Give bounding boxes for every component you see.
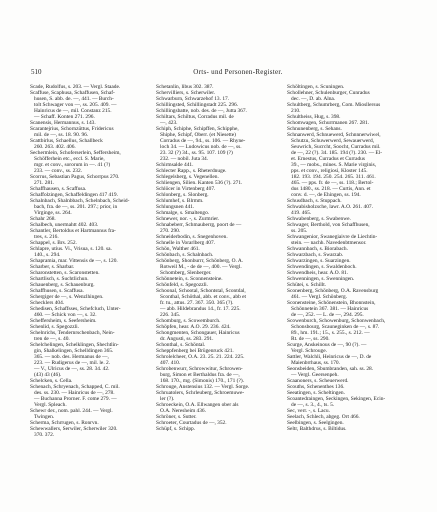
index-entry <box>287 102 410 114</box>
entry-continuation-line: 271. 281. <box>34 180 55 186</box>
entry-heading-line: Schüpf, s. Schipp. <box>156 426 196 432</box>
index-entry <box>156 366 282 384</box>
entry-continuation-line: dus 1480., ss. 218. — Curtis, Ann. et <box>291 186 371 192</box>
entry-continuation-line: 461. — Vergl. Schönberg. <box>291 294 347 300</box>
entry-continuation-line: 365. — nob. des. Hermanus de —, <box>34 354 109 360</box>
entry-heading-line: Schaffhusen, s. Scaffusa. <box>30 288 84 294</box>
index-entry <box>30 426 152 438</box>
entry-heading-line: Schwangenior, Swanegiaivre de Liechtin- <box>287 234 378 240</box>
entry-continuation-line: (43) 43 (46). <box>34 372 62 378</box>
entry-heading-line: Schnewer, nor. -, s. Zurmrier. <box>156 216 220 222</box>
entry-heading-line: Schaffolzingen, Schaffeldingen 417 419. <box>30 192 118 198</box>
index-entry <box>156 258 282 276</box>
entry-heading-line: Schomwagen, Schurrmanen 267. 281. <box>287 120 370 126</box>
entry-heading-line: Scouths, Schenenthes 136. <box>287 384 345 390</box>
entry-continuation-line: 465. — pps. fr. de —, ss. 118.; Bertol- <box>291 180 374 186</box>
entry-heading-line: Scanensis, Hermannus, s. 143. <box>30 120 96 126</box>
index-entry <box>156 114 282 126</box>
entry-heading-line: Schütei, s. Schillt. <box>287 282 327 288</box>
entry-heading-line: Schollehner, Schulenburger, Cunradus <box>287 90 370 96</box>
entry-continuation-line: 223. — Rudigerus de —, mil. le. 2. <box>34 360 111 366</box>
entry-heading-line: Schenach, Schryenach, Schapped, C. mil. <box>30 384 120 390</box>
entry-heading-line: Schaffhausen, s. Scaffusa. <box>30 186 87 192</box>
entry-heading-line: Schetanlin, libus 302. 387. <box>156 84 214 90</box>
index-entry <box>156 330 282 342</box>
entry-continuation-line: O.A. Neresheim 436. <box>160 408 206 414</box>
index-entry <box>287 132 410 198</box>
entry-heading-line: Schwendheis, hear. A.O. 81. <box>287 270 349 276</box>
entry-heading-line: Schalnbach, Shalnbbach, Schelnbach, Scheid- <box>30 198 130 204</box>
entry-heading-line: Schervilliers, s. Scherwiler. <box>156 90 216 96</box>
index-entry <box>156 402 282 414</box>
entry-heading-line: Schappel, s. Brs. 252. <box>30 240 77 246</box>
entry-continuation-line: 89., hm. 191.; 15., s. 255., s. 212. — <box>291 330 370 336</box>
entry-heading-line: Schrobenwurr, Schrowwitur, Schrowen- <box>156 366 243 372</box>
index-entry <box>287 90 410 102</box>
entry-continuation-line: Rotweil M., - de de —, 400. — Vergl. <box>160 264 242 270</box>
entry-heading-line: Schönnetein, s. Sconnensteine. <box>156 276 223 282</box>
entry-continuation-line: 270. 290. <box>160 228 181 234</box>
entry-continuation-line: Schomberg, Slenberger. <box>160 270 212 276</box>
index-entry <box>156 288 282 318</box>
entry-continuation-line: Schöfferhein etc., eccl. S. Marie, <box>34 156 105 162</box>
entry-heading-line: Seltr, Balthdrus, s. Biltidus. <box>287 426 347 432</box>
entry-continuation-line: stein. — nachh. Navedenbtmensor. <box>291 240 367 246</box>
index-entry <box>287 396 410 408</box>
index-entry <box>287 234 410 246</box>
entry-heading-line: Schelchelingen, Schelklingen, Shechtlin- <box>30 342 119 348</box>
entry-heading-line: Schalbech, unermahtt 402. 403. <box>30 222 99 228</box>
entry-heading-line: Scade, Rudolfus, s. 203. — Vergl. Staade. <box>30 84 121 90</box>
index-entry <box>30 138 152 150</box>
entry-continuation-line: ss. 205. <box>291 228 308 234</box>
page-title: Orts- und Personen-Register. <box>193 68 283 76</box>
entry-heading-line: Schöpfen, hear. A.O. 29. 236. 424. <box>156 324 231 330</box>
entry-continuation-line: Hainricus de —, mil. Constanz 215. <box>34 108 112 114</box>
entry-heading-line: Scurge, Anskeinous de —, 90 (?). — <box>287 342 367 348</box>
index-column-1 <box>30 84 152 448</box>
entry-heading-line: Schneiderbodin, s. Snegenhoven. <box>156 234 228 240</box>
entry-heading-line: Schruatolers, Schrleuberg, Schroemuwe- <box>156 390 245 396</box>
entry-heading-line: Seonsbeiden, Sbumbranden, sah. ss. 28. <box>287 366 374 372</box>
entry-heading-line: Schwendingen, s. Swaldenboch. <box>287 264 357 270</box>
index-entry <box>156 390 282 402</box>
entry-heading-line: Schrolelcheer, O.A. 23. 25. 21. 224. 225. <box>156 354 245 360</box>
entry-continuation-line: loch 34. — Ludowicus nob. de —, ss. <box>160 144 242 150</box>
entry-heading-line: Schliengen, Silien. Kanten 536 (?). 271. <box>156 180 243 186</box>
index-entry <box>30 198 152 216</box>
entry-heading-line: Sec, verr. -, s. Lacu. <box>287 408 330 414</box>
entry-continuation-line: —, 423. <box>160 120 178 126</box>
entry-heading-line: Seelbingen, s. Seelgingen. <box>287 420 344 426</box>
entry-heading-line: Schlöcer in Virtenberg 407. <box>156 186 216 192</box>
entry-heading-line: Schillingsted, Schillingstadt 225. 296. <box>156 102 239 108</box>
entry-heading-line: Schultberg, Schumrberg, Com. Miosllersus <box>287 102 381 108</box>
entry-heading-line: Scherma, Schrrugen, s. Ronrvn. <box>30 420 99 426</box>
entry-heading-line: Schartlisch, s. Suchtlichun. <box>30 276 89 282</box>
entry-heading-line: Schröner, s. Sutter. <box>156 414 197 420</box>
entry-heading-line: Schiph, Schiphe, Schipffen, Schipphe, <box>156 126 239 132</box>
entry-continuation-line: pps. et conv., religiosi, Kloster 145. <box>291 168 368 174</box>
entry-heading-line: Schlegelsberg, s. Vegenellen. <box>156 174 219 180</box>
entry-heading-line: Schwager, Berthold, von Schaffhusen, <box>287 222 370 228</box>
entry-heading-line: Schwarburn, Schwarzehof 13. 17. <box>156 96 230 102</box>
entry-continuation-line: Vergl. Spleach. <box>34 402 67 408</box>
entry-heading-line: Scharber, s. Sharbar. <box>30 264 75 270</box>
entry-heading-line: Schnunenberg, s. Sehans. <box>287 126 342 132</box>
entry-continuation-line: Seuwrich, Sucrcht, Soocht, Curradus mil. <box>291 144 381 150</box>
entry-continuation-line: et. Ernestus, Curradus et Curradus <box>291 156 365 162</box>
entry-continuation-line: de —, 22 (?). 34. 185. 194 (?). 230. — El- <box>291 150 383 156</box>
entry-heading-line: Scaanoners, s. Scheuerwerd. <box>287 378 349 384</box>
index-entry <box>30 330 152 342</box>
entry-heading-line: Seelach, Schlech, abgeg. Ort 466. <box>287 414 360 420</box>
entry-heading-line: Schlecter Rapp., s. Rheterdnuge. <box>156 168 227 174</box>
entry-continuation-line: Schutzu, Schuwerwerd, Sewauerwerd, <box>291 138 375 144</box>
entry-continuation-line: 407. 410. <box>160 360 181 366</box>
entry-heading-line: Schwarzbach, s. Swarzab. <box>287 252 344 258</box>
entry-continuation-line: 233. — conv., ss. 232. <box>34 168 83 174</box>
entry-continuation-line: 140., s. 294. <box>34 252 61 258</box>
entry-continuation-line: — abb. Hildebrandus 14., fr. 17. 225. <box>160 306 241 312</box>
entry-heading-line: Scarantejrius, Schornzüttus, Fridericus <box>30 126 114 132</box>
index-entry <box>30 90 152 120</box>
index-entry <box>287 288 410 300</box>
entry-heading-line: Scheppfenberg bei Brügenruck 421. <box>156 348 234 354</box>
entry-continuation-line: burg, Simon et Berthaldus fra. de —, <box>160 372 240 378</box>
entry-continuation-line: Rt. de —, ss. 290. <box>291 336 330 342</box>
entry-continuation-line: Sconthal, Schöthal, abb. et conv., abb et <box>160 294 247 300</box>
entry-heading-line: Schwannbach, s. Biorabach. <box>287 246 348 252</box>
index-column-2 <box>156 84 282 448</box>
entry-continuation-line: 232. — nobil. Juta 34. <box>160 156 209 162</box>
entry-continuation-line: des. ss. 230. — Hainricus de —, 278. <box>34 390 115 396</box>
entry-continuation-line: Vergl. Schrouge. <box>291 348 327 354</box>
entry-heading-line: Schrouge, Anstensius 132. — Vergl. Sorge. <box>156 384 250 390</box>
index-entry <box>156 222 282 234</box>
entry-heading-line: Scattbirlus, Schaellus, Schallbeck <box>30 138 103 144</box>
entry-continuation-line: 23. 32 (?) 34., ss. 95. 107. 109 (?) <box>160 150 233 156</box>
entry-continuation-line: — V., Ulricus de —, ss. 28. 34. 42. <box>34 366 110 372</box>
index-entry <box>30 408 152 420</box>
index-entry <box>30 384 152 408</box>
entry-heading-line: Schnabeberr, Schmauberrg, poort de — <box>156 222 242 228</box>
entry-heading-line: Schelcken, s. Cella. <box>30 378 73 384</box>
entry-heading-line: Sconenberg, Schönberg, O.A. Ravensburg <box>287 288 379 294</box>
entry-heading-line: Sconensteine, Schönenstein, Bhonnstein, <box>287 300 376 306</box>
entry-heading-line: Schelnrichs, Tendernrschenbach, Nein- <box>30 330 115 336</box>
entry-heading-line: Schedisen, Schaffsses, Schefcluch, Unter- <box>30 306 121 312</box>
entry-continuation-line: dr. Angusti, ss. 283. 291. <box>160 336 214 342</box>
entry-heading-line: Schergiger de —, s. Wenzlhingen. <box>30 294 104 300</box>
entry-heading-line: Schwarzingen, s. Suarzingen. <box>287 258 351 264</box>
entry-heading-line: Seeatingen, s. Scheltingen. <box>287 390 345 396</box>
index-entry <box>30 228 152 240</box>
entry-continuation-line: mgr. et conv., sororum in —. 41 (?) <box>34 162 111 168</box>
entry-continuation-line: 210. <box>291 108 301 114</box>
entry-heading-line: Schmalge, s. Smaltengo. <box>156 210 210 216</box>
entry-heading-line: Scheffersheim, s. Seefersheim. <box>30 318 97 324</box>
entry-continuation-line: ler (?). <box>160 396 175 402</box>
entry-continuation-line: fr. tu., attus. 27. 367. 350. 365 (?). <box>160 300 234 306</box>
index-entry <box>156 426 282 432</box>
index-entry <box>156 354 282 366</box>
entry-heading-line: Sattler, Walchli, Heinricus de —, D. de <box>287 354 372 360</box>
index-entry <box>30 174 152 186</box>
entry-heading-line: Schnelle in Vorarlberg 407. <box>156 240 215 246</box>
index-entry <box>287 426 410 432</box>
entry-continuation-line: 226. 345. <box>160 312 181 318</box>
entry-continuation-line: mil. de —, ss. 18. 90. 96. <box>34 132 89 138</box>
entry-continuation-line: de —, s. 3., 4., ts. 5. <box>291 402 335 408</box>
entry-heading-line: Schultheiss, Hug, s. 398. <box>287 114 341 120</box>
entry-continuation-line: 182. 193. 194. 250. 254. 265. 311. 461. <box>291 174 376 180</box>
entry-heading-line: Schongmenten, Schongauer, Hainricus <box>156 330 240 336</box>
entry-continuation-line: gin, Shalkelingen, Schelldingen 365. <box>34 348 114 354</box>
entry-heading-line: Schusdbach, s. Stuppach. <box>287 198 342 204</box>
entry-heading-line: Schewr der., nom. pahl. 244. — Vergl. <box>30 408 113 414</box>
entry-continuation-line: 260. 263. 402. 406. <box>34 144 76 150</box>
entry-heading-line: Schomburg, s. Scowemburch. <box>156 318 221 324</box>
index-entry <box>30 126 152 138</box>
entry-heading-line: Schewwallers, Serwiler, Scherwiler 320. <box>30 426 118 432</box>
entry-continuation-line: Twingen. <box>34 414 55 420</box>
entry-continuation-line: 419. 465. <box>291 210 312 216</box>
entry-heading-line: Schlungsnen 441. <box>156 204 195 210</box>
entry-heading-line: Schnanwerd, Schnuewerd, Schnnnerwiwel, <box>287 132 381 138</box>
entry-continuation-line: dec. —, D. ab. Alna. <box>291 96 336 102</box>
index-entry <box>287 204 410 216</box>
entry-continuation-line: tres, s. 216. <box>34 234 59 240</box>
entry-continuation-line: 168. 170., mg. (Simonis) 170., 171 (?). <box>160 378 244 384</box>
entry-continuation-line: conv. d. —, de Ehingen, ss. 194. <box>291 192 361 198</box>
entry-continuation-line: Corradus de —, 94., ss. 106. — Rhyne- <box>160 138 246 144</box>
entry-continuation-line: husen, S. abb. de. —, 441. — Burch- <box>34 96 114 102</box>
entry-continuation-line: 460. — Schick von —, s. 32. <box>34 312 97 318</box>
index-entry <box>287 366 410 378</box>
entry-heading-line: Schwabisholzsche, lawr. A.O. 261. 407. <box>287 204 373 210</box>
entry-heading-line: Scorrus, Sebastian Pagus, Schorrpus 270. <box>30 174 120 180</box>
index-entry <box>287 342 410 354</box>
index-entry <box>287 222 410 234</box>
entry-heading-line: Scowenburch, Schowenburg, Schonwenbach, <box>287 318 386 324</box>
entry-continuation-line: de —, 252. — L. de —, 294. 295. <box>291 312 364 318</box>
entry-heading-line: Schillingsbatte, nob. des. de —, Jutta 367. <box>156 108 247 114</box>
entry-heading-line: Schirmsalde 441. <box>156 162 194 168</box>
entry-continuation-line: — Vergl. Geersenpeh. <box>291 372 339 378</box>
entry-continuation-line: 39., — mobs., mines. S. Marie virginis, <box>291 162 377 168</box>
entry-heading-line: Schantler, Bertoldus et Hartmannus fra- <box>30 228 116 234</box>
entry-heading-line: Schroeckein, O.A. Ellwangen ober als <box>156 402 239 408</box>
index-entry <box>30 150 152 174</box>
entry-heading-line: Schahr 268. <box>30 216 56 222</box>
entry-continuation-line: tolt Schwager von —, ss. 205. 409. — <box>34 102 117 108</box>
entry-continuation-line: Virginge, ss. 264. <box>34 210 72 216</box>
entry-heading-line: Scharonstetten, s. Scaronstetten. <box>30 270 100 276</box>
entry-heading-line: Schwenningen, s. Swenningen. <box>287 276 355 282</box>
index-entry <box>30 342 152 378</box>
index-entry <box>30 306 152 318</box>
entry-heading-line: Schauenberg, s. Schauenburg. <box>30 282 95 288</box>
entry-continuation-line: Schönnetein 367. 381. — Hainricus <box>291 306 369 312</box>
entry-continuation-line: tren de —, s. 40. <box>34 336 70 342</box>
entry-heading-line: Schlumhef, s. Blrmm. <box>156 198 204 204</box>
entry-heading-line: Sechermlein, Schoferserlein, Seffersheim, <box>30 150 121 156</box>
entry-heading-line: Schecklers 404. <box>30 300 65 306</box>
entry-heading-line: Schenlid, s. Spegozzli. <box>30 324 79 330</box>
entry-heading-line: Scoantedraingen, Seckingen, Sekingen, Ecin- <box>287 396 386 402</box>
entry-heading-line: Schwabenberg, s. Swabenwe. <box>287 216 351 222</box>
entry-heading-line: Schön, Walther 461. <box>156 246 200 252</box>
index-entry <box>30 246 152 258</box>
page-number: 510 <box>31 68 42 76</box>
entry-continuation-line: — Schaff. Konten 271. 296. <box>34 114 95 120</box>
entry-heading-line: Schöltingen, s. Scuningen. <box>287 84 345 90</box>
entry-heading-line: Schönfeld, s. Spegozzli. <box>156 282 208 288</box>
entry-continuation-line: 370. 372. <box>34 432 55 438</box>
entry-continuation-line: Shiphe, Schipf, Oberr. (et Niesette) <box>160 132 236 138</box>
entry-heading-line: Schlapre, utius. Vi., Vrisua, s. 120. sa. <box>30 246 112 252</box>
entry-continuation-line: — Buchanna Prorner. F. come 279. — <box>34 396 117 402</box>
entry-continuation-line: bach, fra. de —, ss. 201. 297.; prior, in <box>34 204 118 210</box>
index-column-3 <box>287 84 410 448</box>
entry-heading-line: Schroeter, Courtadus de —, 352. <box>156 420 227 426</box>
entry-continuation-line: Schonsbourg, Scauneginken de —, s. 87. <box>291 324 380 330</box>
entry-heading-line: Schoonal, Schootal, Schontstal, Scontdal, <box>156 288 246 294</box>
index-entry <box>156 126 282 162</box>
entry-heading-line: Schönbach, s. Schalnbach. <box>156 252 214 258</box>
entry-heading-line: Schapramia, mar. Vittensis de —, s. 120. <box>30 258 118 264</box>
entry-heading-line: Schiltars, Schiltus, Corradus mil. de <box>156 114 234 120</box>
entry-heading-line: Schlonberg, s. Slonberg. <box>156 192 209 198</box>
index-entry <box>287 318 410 342</box>
entry-continuation-line: Maienbrrhaus, ss. 170. <box>291 360 340 366</box>
entry-heading-line: Schonthal, s. Schöntal. <box>156 342 206 348</box>
entry-heading-line: Scaffuse, Scaphusa, Schaffusen, Schaf- <box>30 90 115 96</box>
entry-heading-line: Schönberg, Shonburrr, Schönberg, O. A. <box>156 258 244 264</box>
index-entry <box>287 300 410 318</box>
index-entry <box>287 354 410 366</box>
